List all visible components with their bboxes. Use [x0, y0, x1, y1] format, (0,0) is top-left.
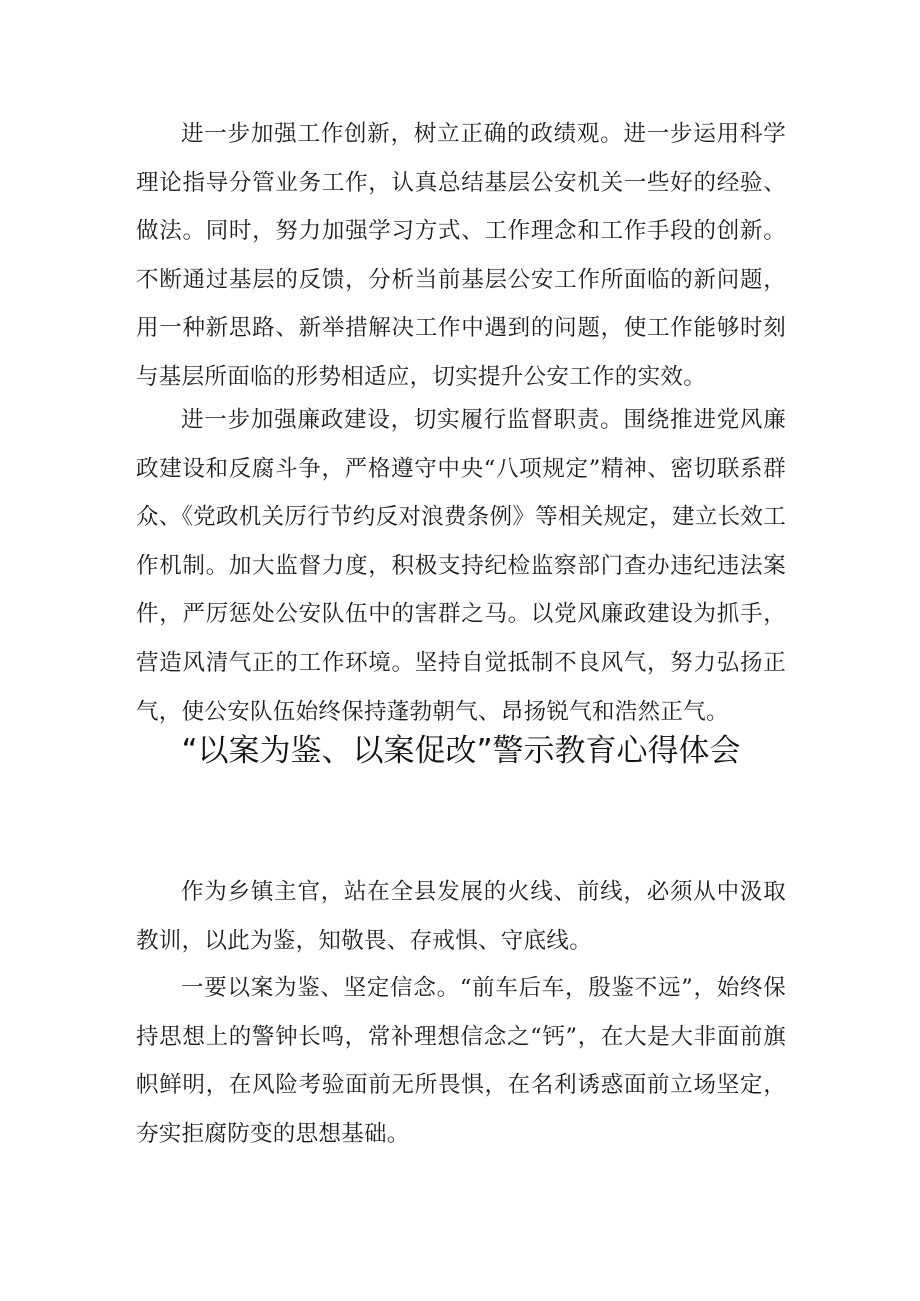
paragraph-point-one: 一要以案为鉴、坚定信念。“前车后车，殷鉴不远”，始终保持思想上的警钟长鸣，常补理想信念之“钙”，在大是大非面前旗帜鲜明，在风险考验面前无所畏惧，在名利诱惑面前立场坚定，夯实拒腐防变的思想基础。: [136, 975, 786, 1147]
paragraph-integrity: 进一步加强廉政建设，切实履行监督职责。围绕推进党风廉政建设和反腐斗争，严格遵守中央“八项规定”精神、密切联系群众、《党政机关厉行节约反对浪费条例》等相关规定，建立长效工作机制。加大监督力度，积极支持纪检监察部门查办违纪违法案件，严厉惩处公安队伍中的害群之马。以党风廉政建设为抓手，营造风清气正的工作环境。坚持自觉抵制不良风气，努力弘扬正气，使公安队伍始终保持蓬勃朝气、昂扬锐气和浩然正气。: [136, 407, 786, 725]
paragraph-intro: 作为乡镇主官，站在全县发展的火线、前线，必须从中汲取教训，以此为鉴，知敬畏、存戒惧、守底线。: [136, 879, 786, 954]
section-title: “以案为鉴、以案促改”警示教育心得体会: [181, 733, 741, 769]
paragraph-innovation: 进一步加强工作创新，树立正确的政绩观。进一步运用科学理论指导分管业务工作，认真总结基层公安机关一些好的经验、做法。同时，努力加强学习方式、工作理念和工作手段的创新。不断通过基层的反馈，分析当前基层公安工作所面临的新问题，用一种新思路、新举措解决工作中遇到的问题，使工作能够时刻与基层所面临的形势相适应，切实提升公安工作的实效。: [136, 121, 786, 390]
